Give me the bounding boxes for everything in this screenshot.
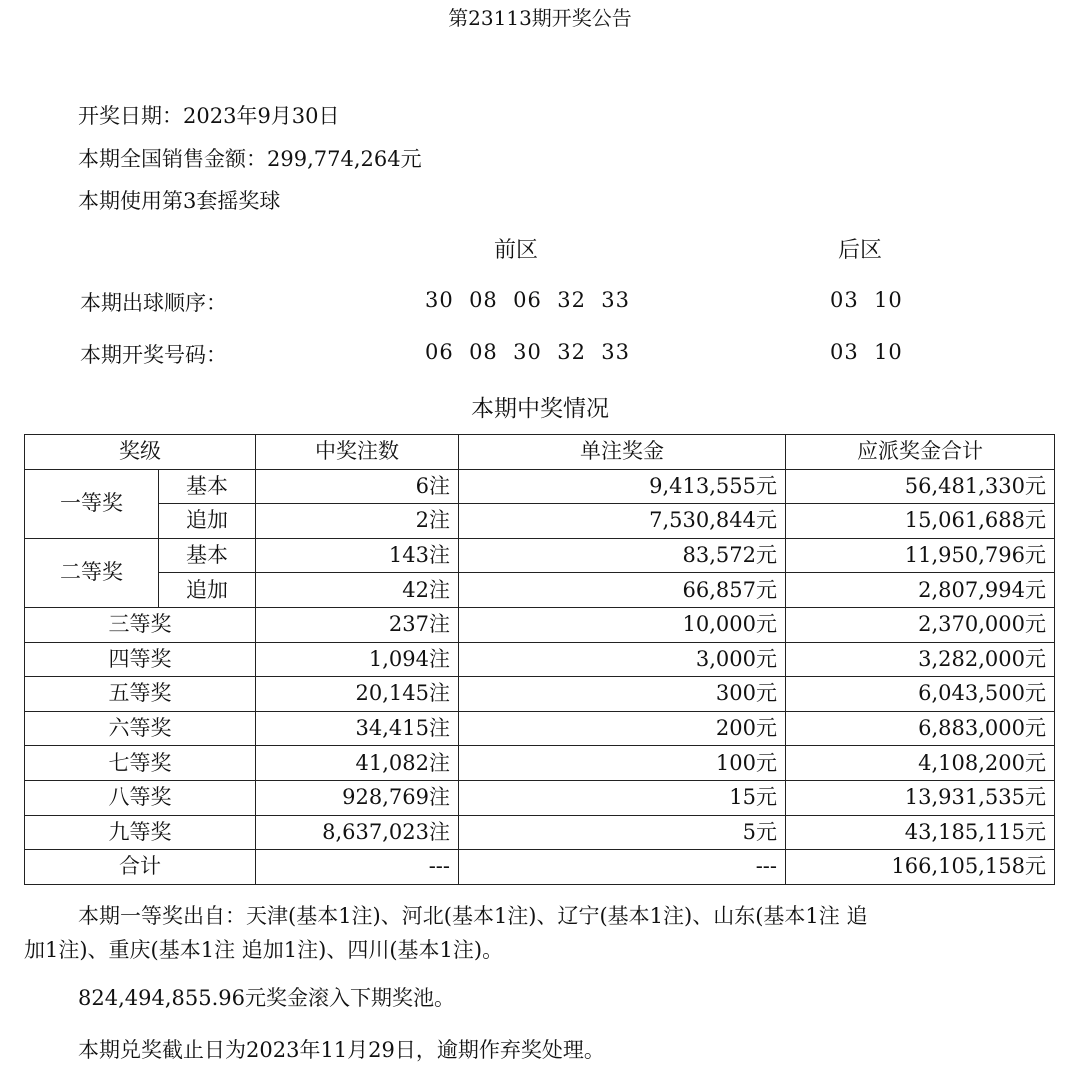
count-cell: 6注 <box>256 469 459 504</box>
prize-cell: 3,000元 <box>459 642 786 677</box>
sum-prize: --- <box>459 850 786 885</box>
prize-table <box>24 434 1055 885</box>
table-row <box>25 573 1055 608</box>
header-count: 中奖注数 <box>256 435 459 470</box>
prize-cell: 5元 <box>459 815 786 850</box>
level-cell: 九等奖 <box>25 815 256 850</box>
total-cell: 13,931,535元 <box>786 780 1055 815</box>
winning-numbers-back: 03 10 <box>830 340 903 364</box>
level-cell: 三等奖 <box>25 607 256 642</box>
total-cell: 6,043,500元 <box>786 677 1055 712</box>
count-cell: 42注 <box>256 573 459 608</box>
level-second: 二等奖 <box>25 538 159 607</box>
prize-cell: 9,413,555元 <box>459 469 786 504</box>
page-title: 第23113期开奖公告 <box>448 6 632 30</box>
prize-cell: 83,572元 <box>459 538 786 573</box>
count-cell: 8,637,023注 <box>256 815 459 850</box>
back-zone-header: 后区 <box>838 238 883 263</box>
winning-numbers-label: 本期开奖号码： <box>80 343 227 367</box>
header-level: 奖级 <box>25 435 256 470</box>
type-extra: 追加 <box>159 504 256 539</box>
type-extra: 追加 <box>159 573 256 608</box>
level-cell: 四等奖 <box>25 642 256 677</box>
front-zone-header: 前区 <box>494 238 539 263</box>
winning-numbers-front: 06 08 30 32 33 <box>425 340 631 364</box>
total-cell: 11,950,796元 <box>786 538 1055 573</box>
table-row <box>25 469 1055 504</box>
level-first: 一等奖 <box>25 469 159 538</box>
table-row <box>25 711 1055 746</box>
count-cell: 1,094注 <box>256 642 459 677</box>
count-cell: 41,082注 <box>256 746 459 781</box>
section-title: 本期中奖情况 <box>471 396 609 422</box>
count-cell: 34,415注 <box>256 711 459 746</box>
sales-amount: 本期全国销售金额：299,774,264元 <box>78 147 422 171</box>
jackpot-rollover: 824,494,855.96元奖金滚入下期奖池。 <box>78 986 455 1010</box>
table-row <box>25 815 1055 850</box>
prize-cell: 15元 <box>459 780 786 815</box>
total-cell: 2,807,994元 <box>786 573 1055 608</box>
table-sum-row <box>25 850 1055 885</box>
table-row <box>25 607 1055 642</box>
type-basic: 基本 <box>159 469 256 504</box>
first-prize-origin-line2: 加1注)、重庆(基本1注 追加1注)、四川(基本1注)。 <box>24 938 504 962</box>
prize-cell: 200元 <box>459 711 786 746</box>
level-cell: 六等奖 <box>25 711 256 746</box>
table-row <box>25 746 1055 781</box>
prize-cell: 10,000元 <box>459 607 786 642</box>
total-cell: 56,481,330元 <box>786 469 1055 504</box>
count-cell: 143注 <box>256 538 459 573</box>
total-cell: 4,108,200元 <box>786 746 1055 781</box>
table-row <box>25 780 1055 815</box>
type-basic: 基本 <box>159 538 256 573</box>
table-row <box>25 677 1055 712</box>
header-prize: 单注奖金 <box>459 435 786 470</box>
prize-cell: 66,857元 <box>459 573 786 608</box>
count-cell: 20,145注 <box>256 677 459 712</box>
total-cell: 6,883,000元 <box>786 711 1055 746</box>
level-cell: 七等奖 <box>25 746 256 781</box>
table-row <box>25 504 1055 539</box>
total-cell: 3,282,000元 <box>786 642 1055 677</box>
table-header-row <box>25 435 1055 470</box>
claim-deadline: 本期兑奖截止日为2023年11月29日，逾期作弃奖处理。 <box>78 1038 605 1062</box>
table-row <box>25 538 1055 573</box>
total-cell: 2,370,000元 <box>786 607 1055 642</box>
header-total: 应派奖金合计 <box>786 435 1055 470</box>
prize-cell: 300元 <box>459 677 786 712</box>
draw-date: 开奖日期：2023年9月30日 <box>78 104 340 128</box>
count-cell: 928,769注 <box>256 780 459 815</box>
draw-order-front: 30 08 06 32 33 <box>425 288 631 312</box>
draw-order-back: 03 10 <box>830 288 903 312</box>
level-cell: 五等奖 <box>25 677 256 712</box>
total-cell: 43,185,115元 <box>786 815 1055 850</box>
draw-order-label: 本期出球顺序： <box>80 291 227 315</box>
table-row <box>25 642 1055 677</box>
prize-cell: 7,530,844元 <box>459 504 786 539</box>
count-cell: 237注 <box>256 607 459 642</box>
sum-label: 合计 <box>25 850 256 885</box>
total-cell: 15,061,688元 <box>786 504 1055 539</box>
ball-set: 本期使用第3套摇奖球 <box>78 189 281 213</box>
count-cell: 2注 <box>256 504 459 539</box>
level-cell: 八等奖 <box>25 780 256 815</box>
first-prize-origin-line1: 本期一等奖出自：天津(基本1注)、河北(基本1注)、辽宁(基本1注)、山东(基本1注 追 <box>78 904 868 928</box>
sum-count: --- <box>256 850 459 885</box>
prize-cell: 100元 <box>459 746 786 781</box>
sum-total: 166,105,158元 <box>786 850 1055 885</box>
